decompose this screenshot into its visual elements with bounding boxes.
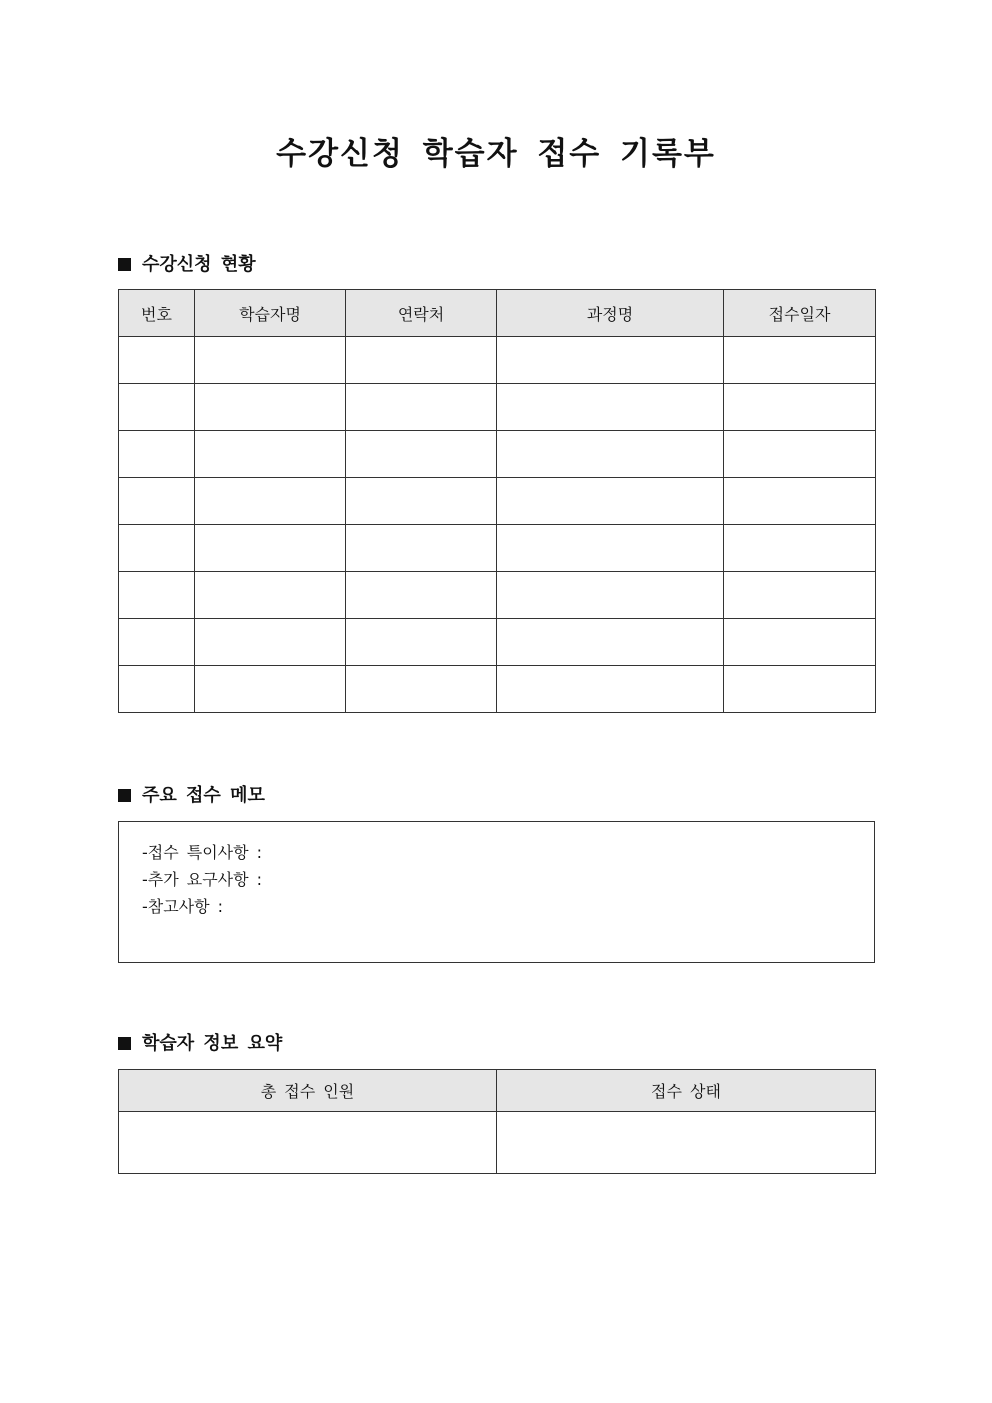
registration-status-table	[118, 289, 876, 713]
section-heading-label: 학습자 정보 요약	[142, 1033, 283, 1054]
table-row	[119, 384, 876, 431]
section-heading-label: 수강신청 현황	[142, 254, 256, 275]
table-row	[119, 337, 876, 384]
contact-cell[interactable]	[346, 337, 497, 384]
table-row	[119, 666, 876, 713]
memo-line-special-notes: -접수 특이사항 :	[142, 843, 263, 862]
section-heading-label: 주요 접수 메모	[142, 785, 265, 806]
receipt-date-cell[interactable]	[724, 478, 876, 525]
contact-cell[interactable]	[346, 666, 497, 713]
table-row	[119, 478, 876, 525]
learner-name-cell[interactable]	[195, 666, 346, 713]
learner-name-cell[interactable]	[195, 525, 346, 572]
receipt-date-cell[interactable]	[724, 384, 876, 431]
contact-cell[interactable]	[346, 525, 497, 572]
course-name-cell[interactable]	[497, 431, 724, 478]
table-header-row	[119, 290, 876, 337]
contact-cell[interactable]	[346, 478, 497, 525]
section-heading-learner-summary	[118, 1031, 282, 1057]
column-header-total-receipts: 총 접수 인원	[119, 1070, 497, 1112]
receipt-date-cell[interactable]	[724, 431, 876, 478]
learner-name-cell[interactable]	[195, 478, 346, 525]
table-header-row	[119, 1070, 876, 1112]
number-cell[interactable]	[119, 666, 195, 713]
square-bullet-icon	[118, 258, 131, 271]
learner-name-cell[interactable]	[195, 431, 346, 478]
column-header-course-name: 과정명	[497, 290, 724, 337]
number-cell[interactable]	[119, 337, 195, 384]
learner-name-cell[interactable]	[195, 337, 346, 384]
table-row	[119, 525, 876, 572]
course-name-cell[interactable]	[497, 619, 724, 666]
total-receipts-cell[interactable]	[119, 1112, 497, 1174]
receipt-date-cell[interactable]	[724, 337, 876, 384]
table-row	[119, 431, 876, 478]
learner-summary-table	[118, 1069, 876, 1174]
number-cell[interactable]	[119, 384, 195, 431]
receipt-date-cell[interactable]	[724, 525, 876, 572]
receipt-status-cell[interactable]	[497, 1112, 876, 1174]
number-cell[interactable]	[119, 572, 195, 619]
number-cell[interactable]	[119, 525, 195, 572]
course-name-cell[interactable]	[497, 666, 724, 713]
course-name-cell[interactable]	[497, 384, 724, 431]
contact-cell[interactable]	[346, 619, 497, 666]
number-cell[interactable]	[119, 619, 195, 666]
column-header-learner-name: 학습자명	[195, 290, 346, 337]
number-cell[interactable]	[119, 478, 195, 525]
number-cell[interactable]	[119, 431, 195, 478]
contact-cell[interactable]	[346, 431, 497, 478]
receipt-date-cell[interactable]	[724, 666, 876, 713]
table-row	[119, 572, 876, 619]
course-name-cell[interactable]	[497, 337, 724, 384]
memo-line-references: -참고사항 :	[142, 897, 224, 916]
column-header-receipt-date: 접수일자	[724, 290, 876, 337]
course-name-cell[interactable]	[497, 478, 724, 525]
memo-lines	[142, 839, 262, 920]
column-header-number: 번호	[119, 290, 195, 337]
receipt-date-cell[interactable]	[724, 619, 876, 666]
contact-cell[interactable]	[346, 384, 497, 431]
table-row	[119, 1112, 876, 1174]
column-header-receipt-status: 접수 상태	[497, 1070, 876, 1112]
learner-name-cell[interactable]	[195, 572, 346, 619]
section-heading-registration-status	[118, 252, 256, 278]
page-title: 수강신청 학습자 접수 기록부	[276, 136, 716, 172]
course-name-cell[interactable]	[497, 525, 724, 572]
square-bullet-icon	[118, 1037, 131, 1050]
course-name-cell[interactable]	[497, 572, 724, 619]
learner-name-cell[interactable]	[195, 384, 346, 431]
learner-name-cell[interactable]	[195, 619, 346, 666]
section-heading-memo	[118, 783, 265, 809]
column-header-contact: 연락처	[346, 290, 497, 337]
square-bullet-icon	[118, 789, 131, 802]
receipt-date-cell[interactable]	[724, 572, 876, 619]
contact-cell[interactable]	[346, 572, 497, 619]
memo-line-additional-requests: -추가 요구사항 :	[142, 870, 263, 889]
memo-box[interactable]	[118, 821, 875, 963]
table-row	[119, 619, 876, 666]
